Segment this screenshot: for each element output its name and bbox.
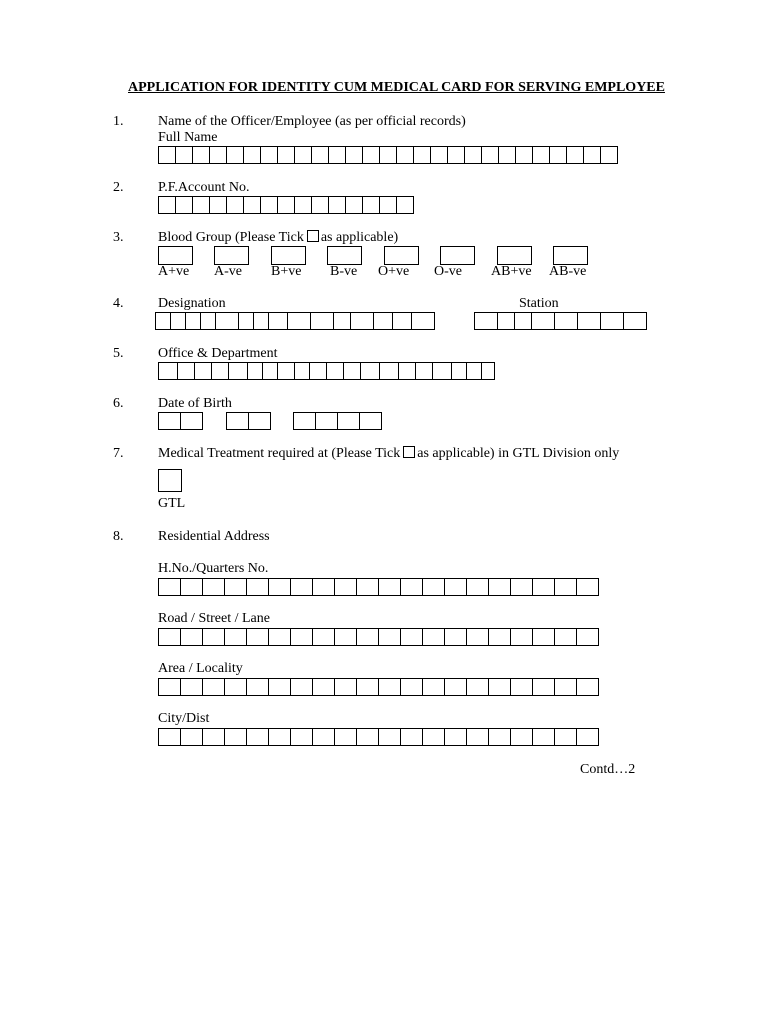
character-box[interactable]: [396, 146, 414, 164]
character-box[interactable]: [466, 728, 489, 746]
character-box[interactable]: [209, 196, 227, 214]
character-box[interactable]: [481, 362, 495, 380]
character-box[interactable]: [400, 728, 423, 746]
character-box[interactable]: [180, 578, 203, 596]
character-box[interactable]: [481, 146, 499, 164]
character-box[interactable]: [362, 146, 380, 164]
character-box[interactable]: [554, 312, 578, 330]
character-box[interactable]: [444, 678, 467, 696]
character-box[interactable]: [432, 362, 452, 380]
character-box[interactable]: [378, 628, 401, 646]
address-field-label: H.No./Quarters No.: [158, 561, 269, 576]
character-box[interactable]: [576, 578, 599, 596]
character-box[interactable]: [356, 628, 379, 646]
character-box[interactable]: [334, 628, 357, 646]
character-box[interactable]: [554, 678, 577, 696]
blood-group-label: A-ve: [214, 264, 242, 279]
dob-year-field[interactable]: [293, 412, 381, 430]
character-box[interactable]: [246, 628, 269, 646]
gtl-checkbox[interactable]: [158, 469, 182, 492]
character-box[interactable]: [554, 628, 577, 646]
q7-label-after: as applicable) in GTL Division only: [417, 446, 620, 461]
character-box[interactable]: [488, 578, 511, 596]
character-box[interactable]: [202, 578, 225, 596]
character-box[interactable]: [422, 728, 445, 746]
q2-label: P.F.Account No.: [158, 180, 250, 195]
character-box[interactable]: [268, 312, 288, 330]
city-district-field[interactable]: [158, 728, 598, 746]
character-box[interactable]: [177, 362, 195, 380]
address-field-label: City/Dist: [158, 711, 210, 726]
address-field-label: Road / Street / Lane: [158, 611, 270, 626]
character-box[interactable]: [215, 312, 239, 330]
character-box[interactable]: [158, 628, 181, 646]
character-box[interactable]: [379, 196, 397, 214]
character-box[interactable]: [247, 362, 263, 380]
q8-label: Residential Address: [158, 529, 270, 544]
character-box[interactable]: [277, 146, 295, 164]
q4-label: Designation: [158, 296, 226, 311]
character-box[interactable]: [373, 312, 393, 330]
character-box[interactable]: [422, 678, 445, 696]
character-box[interactable]: [158, 728, 181, 746]
character-box[interactable]: [359, 412, 382, 430]
character-box[interactable]: [466, 578, 489, 596]
character-box[interactable]: [334, 578, 357, 596]
character-box[interactable]: [311, 146, 329, 164]
character-box[interactable]: [180, 628, 203, 646]
q6-label: Date of Birth: [158, 396, 232, 411]
q1-sublabel: Full Name: [158, 130, 218, 145]
character-box[interactable]: [576, 678, 599, 696]
q3-number: 3.: [113, 230, 124, 245]
character-box[interactable]: [312, 578, 335, 596]
character-box[interactable]: [392, 312, 412, 330]
character-box[interactable]: [378, 578, 401, 596]
character-box[interactable]: [411, 312, 435, 330]
character-box[interactable]: [246, 578, 269, 596]
character-box[interactable]: [356, 678, 379, 696]
character-box[interactable]: [337, 412, 360, 430]
blood-group-label: B-ve: [330, 264, 358, 279]
character-box[interactable]: [532, 728, 555, 746]
character-box[interactable]: [444, 728, 467, 746]
character-box[interactable]: [488, 678, 511, 696]
character-box[interactable]: [345, 196, 363, 214]
character-box[interactable]: [334, 728, 357, 746]
character-box[interactable]: [226, 412, 249, 430]
blood-group-label: AB+ve: [491, 264, 532, 279]
character-box[interactable]: [328, 196, 346, 214]
character-box[interactable]: [253, 312, 269, 330]
area-locality-field[interactable]: [158, 678, 598, 696]
gtl-label: GTL: [158, 496, 186, 511]
character-box[interactable]: [400, 578, 423, 596]
character-box[interactable]: [175, 146, 193, 164]
house-number-field[interactable]: [158, 578, 598, 596]
blood-group-checkbox-o-pos[interactable]: [384, 246, 419, 265]
character-box[interactable]: [422, 578, 445, 596]
character-box[interactable]: [422, 628, 445, 646]
character-box[interactable]: [328, 146, 346, 164]
blood-group-checkbox-o-neg[interactable]: [440, 246, 475, 265]
character-box[interactable]: [554, 728, 577, 746]
character-box[interactable]: [474, 312, 498, 330]
character-box[interactable]: [158, 196, 176, 214]
character-box[interactable]: [312, 628, 335, 646]
character-box[interactable]: [180, 678, 203, 696]
character-box[interactable]: [531, 312, 555, 330]
character-box[interactable]: [175, 196, 193, 214]
character-box[interactable]: [356, 578, 379, 596]
character-box[interactable]: [356, 728, 379, 746]
character-box[interactable]: [180, 412, 203, 430]
q2-number: 2.: [113, 180, 124, 195]
character-box[interactable]: [293, 412, 316, 430]
q7-label-before: Medical Treatment required at (Please Tick: [158, 446, 401, 461]
character-box[interactable]: [510, 728, 533, 746]
blood-group-checkbox-ab-neg[interactable]: [553, 246, 588, 265]
character-box[interactable]: [268, 578, 291, 596]
character-box[interactable]: [211, 362, 229, 380]
character-box[interactable]: [554, 578, 577, 596]
character-box[interactable]: [398, 362, 416, 380]
character-box[interactable]: [326, 362, 344, 380]
character-box[interactable]: [514, 312, 532, 330]
continued-note: Contd…2: [580, 762, 636, 777]
character-box[interactable]: [447, 146, 465, 164]
character-box[interactable]: [209, 146, 227, 164]
character-box[interactable]: [415, 362, 433, 380]
q4-number: 4.: [113, 296, 124, 311]
character-box[interactable]: [400, 678, 423, 696]
character-box[interactable]: [262, 362, 278, 380]
character-box[interactable]: [260, 146, 278, 164]
character-box[interactable]: [583, 146, 601, 164]
blood-group-label: O+ve: [378, 264, 410, 279]
character-box[interactable]: [576, 728, 599, 746]
character-box[interactable]: [350, 312, 374, 330]
character-box[interactable]: [309, 362, 327, 380]
character-box[interactable]: [290, 578, 313, 596]
character-box[interactable]: [577, 312, 601, 330]
character-box[interactable]: [466, 628, 489, 646]
character-box[interactable]: [268, 728, 291, 746]
blood-group-label: AB-ve: [549, 264, 587, 279]
character-box[interactable]: [226, 196, 244, 214]
character-box[interactable]: [246, 728, 269, 746]
q6-number: 6.: [113, 396, 124, 411]
character-box[interactable]: [192, 146, 210, 164]
character-box[interactable]: [260, 196, 278, 214]
character-box[interactable]: [294, 362, 310, 380]
character-box[interactable]: [488, 728, 511, 746]
character-box[interactable]: [311, 196, 329, 214]
character-box[interactable]: [378, 678, 401, 696]
q7-number: 7.: [113, 446, 124, 461]
character-box[interactable]: [623, 312, 647, 330]
character-box[interactable]: [400, 628, 423, 646]
character-box[interactable]: [202, 728, 225, 746]
character-box[interactable]: [510, 628, 533, 646]
full-name-field[interactable]: [158, 146, 617, 164]
character-box[interactable]: [158, 578, 181, 596]
character-box[interactable]: [194, 362, 212, 380]
character-box[interactable]: [362, 196, 380, 214]
blood-group-checkbox-b-pos[interactable]: [271, 246, 306, 265]
q3-label-after: as applicable): [320, 230, 399, 245]
character-box[interactable]: [224, 628, 247, 646]
character-box[interactable]: [396, 196, 414, 214]
character-box[interactable]: [510, 678, 533, 696]
q3-label: [158, 230, 398, 246]
character-box[interactable]: [185, 312, 201, 330]
character-box[interactable]: [333, 312, 351, 330]
q1-number: 1.: [113, 114, 124, 129]
blood-group-checkbox-a-pos[interactable]: [158, 246, 193, 265]
character-box[interactable]: [238, 312, 254, 330]
character-box[interactable]: [180, 728, 203, 746]
q5-number: 5.: [113, 346, 124, 361]
character-box[interactable]: [277, 196, 295, 214]
character-box[interactable]: [312, 678, 335, 696]
character-box[interactable]: [290, 678, 313, 696]
character-box[interactable]: [268, 678, 291, 696]
address-field-label: Area / Locality: [158, 661, 243, 676]
character-box[interactable]: [464, 146, 482, 164]
q3-label-before: Blood Group (Please Tick: [158, 230, 304, 245]
office-department-field[interactable]: [158, 362, 494, 380]
character-box[interactable]: [532, 146, 550, 164]
character-box[interactable]: [600, 312, 624, 330]
q8-number: 8.: [113, 529, 124, 544]
character-box[interactable]: [312, 728, 335, 746]
character-box[interactable]: [345, 146, 363, 164]
character-box[interactable]: [360, 362, 380, 380]
character-box[interactable]: [268, 628, 291, 646]
pf-account-field[interactable]: [158, 196, 413, 214]
character-box[interactable]: [294, 146, 312, 164]
dob-day-field[interactable]: [158, 412, 202, 430]
blood-group-label: O-ve: [434, 264, 462, 279]
character-box[interactable]: [226, 146, 244, 164]
character-box[interactable]: [243, 146, 261, 164]
character-box[interactable]: [334, 678, 357, 696]
designation-field[interactable]: [155, 312, 434, 330]
character-box[interactable]: [379, 362, 399, 380]
character-box[interactable]: [294, 196, 312, 214]
station-field[interactable]: [474, 312, 646, 330]
character-box[interactable]: [243, 196, 261, 214]
character-box[interactable]: [246, 678, 269, 696]
character-box[interactable]: [158, 362, 178, 380]
character-box[interactable]: [430, 146, 448, 164]
character-box[interactable]: [532, 578, 555, 596]
character-box[interactable]: [224, 678, 247, 696]
dob-month-field[interactable]: [226, 412, 270, 430]
character-box[interactable]: [379, 146, 397, 164]
character-box[interactable]: [451, 362, 467, 380]
character-box[interactable]: [158, 678, 181, 696]
character-box[interactable]: [549, 146, 567, 164]
blood-group-checkbox-a-neg[interactable]: [214, 246, 249, 265]
form-title: APPLICATION FOR IDENTITY CUM MEDICAL CARD FOR SERVING EMPLOYEE: [128, 80, 665, 95]
q5-label: Office & Department: [158, 346, 278, 361]
blood-group-checkbox-b-neg[interactable]: [327, 246, 362, 265]
character-box[interactable]: [444, 628, 467, 646]
character-box[interactable]: [378, 728, 401, 746]
character-box[interactable]: [277, 362, 295, 380]
character-box[interactable]: [600, 146, 618, 164]
character-box[interactable]: [192, 196, 210, 214]
character-box[interactable]: [202, 628, 225, 646]
tick-box-icon: [403, 446, 415, 458]
character-box[interactable]: [413, 146, 431, 164]
character-box[interactable]: [466, 362, 482, 380]
character-box[interactable]: [532, 628, 555, 646]
q7-label: [158, 446, 619, 462]
character-box[interactable]: [343, 362, 361, 380]
character-box[interactable]: [155, 312, 171, 330]
character-box[interactable]: [290, 728, 313, 746]
character-box[interactable]: [224, 728, 247, 746]
blood-group-label: A+ve: [158, 264, 190, 279]
character-box[interactable]: [315, 412, 338, 430]
character-box[interactable]: [158, 146, 176, 164]
character-box[interactable]: [515, 146, 533, 164]
character-box[interactable]: [310, 312, 334, 330]
character-box[interactable]: [498, 146, 516, 164]
character-box[interactable]: [532, 678, 555, 696]
character-box[interactable]: [488, 628, 511, 646]
character-box[interactable]: [566, 146, 584, 164]
road-street-field[interactable]: [158, 628, 598, 646]
character-box[interactable]: [444, 578, 467, 596]
character-box[interactable]: [497, 312, 515, 330]
blood-group-checkbox-ab-pos[interactable]: [497, 246, 532, 265]
character-box[interactable]: [290, 628, 313, 646]
character-box[interactable]: [158, 412, 181, 430]
blood-group-label: B+ve: [271, 264, 302, 279]
character-box[interactable]: [576, 628, 599, 646]
q1-label: Name of the Officer/Employee (as per official records): [158, 114, 466, 129]
character-box[interactable]: [224, 578, 247, 596]
character-box[interactable]: [228, 362, 248, 380]
character-box[interactable]: [202, 678, 225, 696]
character-box[interactable]: [466, 678, 489, 696]
character-box[interactable]: [510, 578, 533, 596]
character-box[interactable]: [248, 412, 271, 430]
character-box[interactable]: [287, 312, 311, 330]
station-label: Station: [519, 296, 559, 311]
tick-box-icon: [307, 230, 319, 242]
character-box[interactable]: [170, 312, 186, 330]
character-box[interactable]: [200, 312, 216, 330]
